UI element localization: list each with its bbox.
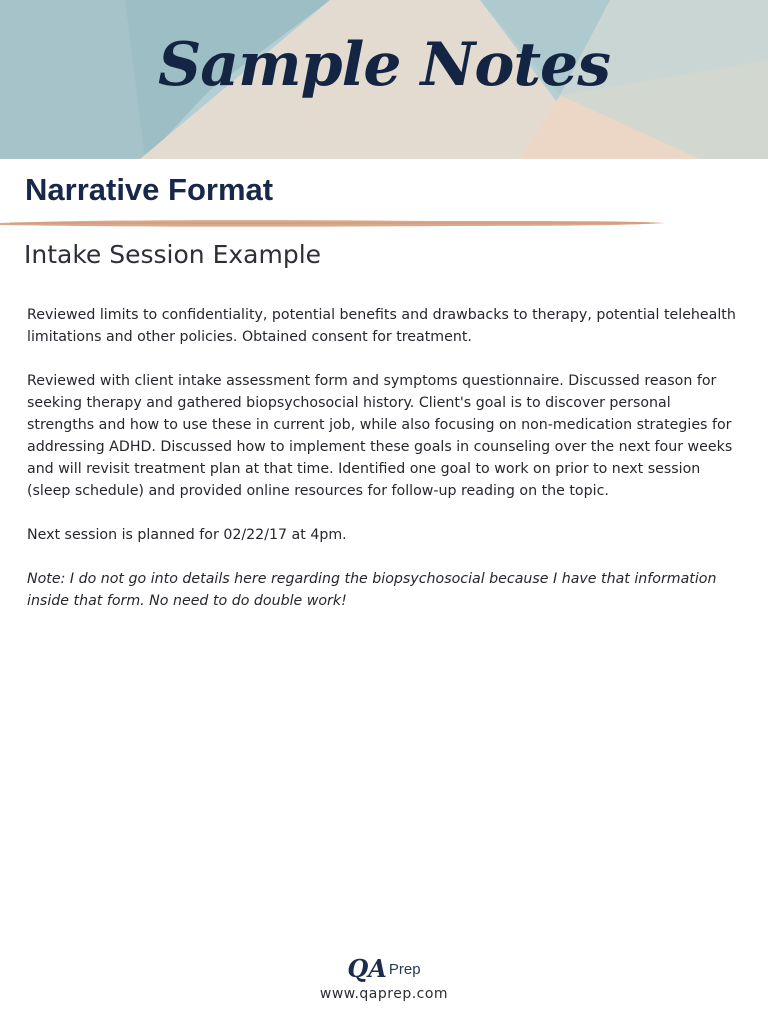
paragraph-consent: Reviewed limits to confidentiality, potential benefits and drawbacks to therapy, potential telehealth limitations and other policies. Obtained consent for treatment. [27,307,736,345]
header-banner [0,0,768,159]
paragraph-assessment: Reviewed with client intake assessment form and symptoms questionnaire. Discussed reason for seeking therapy and gathered biopsychosocial history. Client's goal is to discover personal strengths and how to use these in current job, while also focusing on non-medication strategies for addressing ADHD. Discussed how to implement these goals in counseling over the next four weeks and will revisit treatment plan at that time. Identified one goal to work on prior to next session (sleep schedule) and provided online resources for follow-up reading on the topic. [27,373,733,499]
paragraph-next-session: Next session is planned for 02/22/17 at 4pm. [27,527,347,543]
logo-mark: QA [347,954,387,983]
qaprep-logo [347,952,420,982]
paragraph-note: Note: I do not go into details here regarding the biopsychosocial because I have that information inside that form. No need to do double work! [27,571,717,609]
copper-divider [0,216,670,230]
section-subtitle: Intake Session Example [24,240,322,269]
banner-title: Sample Notes [157,30,611,100]
footer [0,952,768,1002]
website-url: www.qaprep.com [319,986,449,1002]
logo-word: Prep [388,961,421,978]
notes-body [27,304,742,634]
section-title: Narrative Format [25,172,274,207]
